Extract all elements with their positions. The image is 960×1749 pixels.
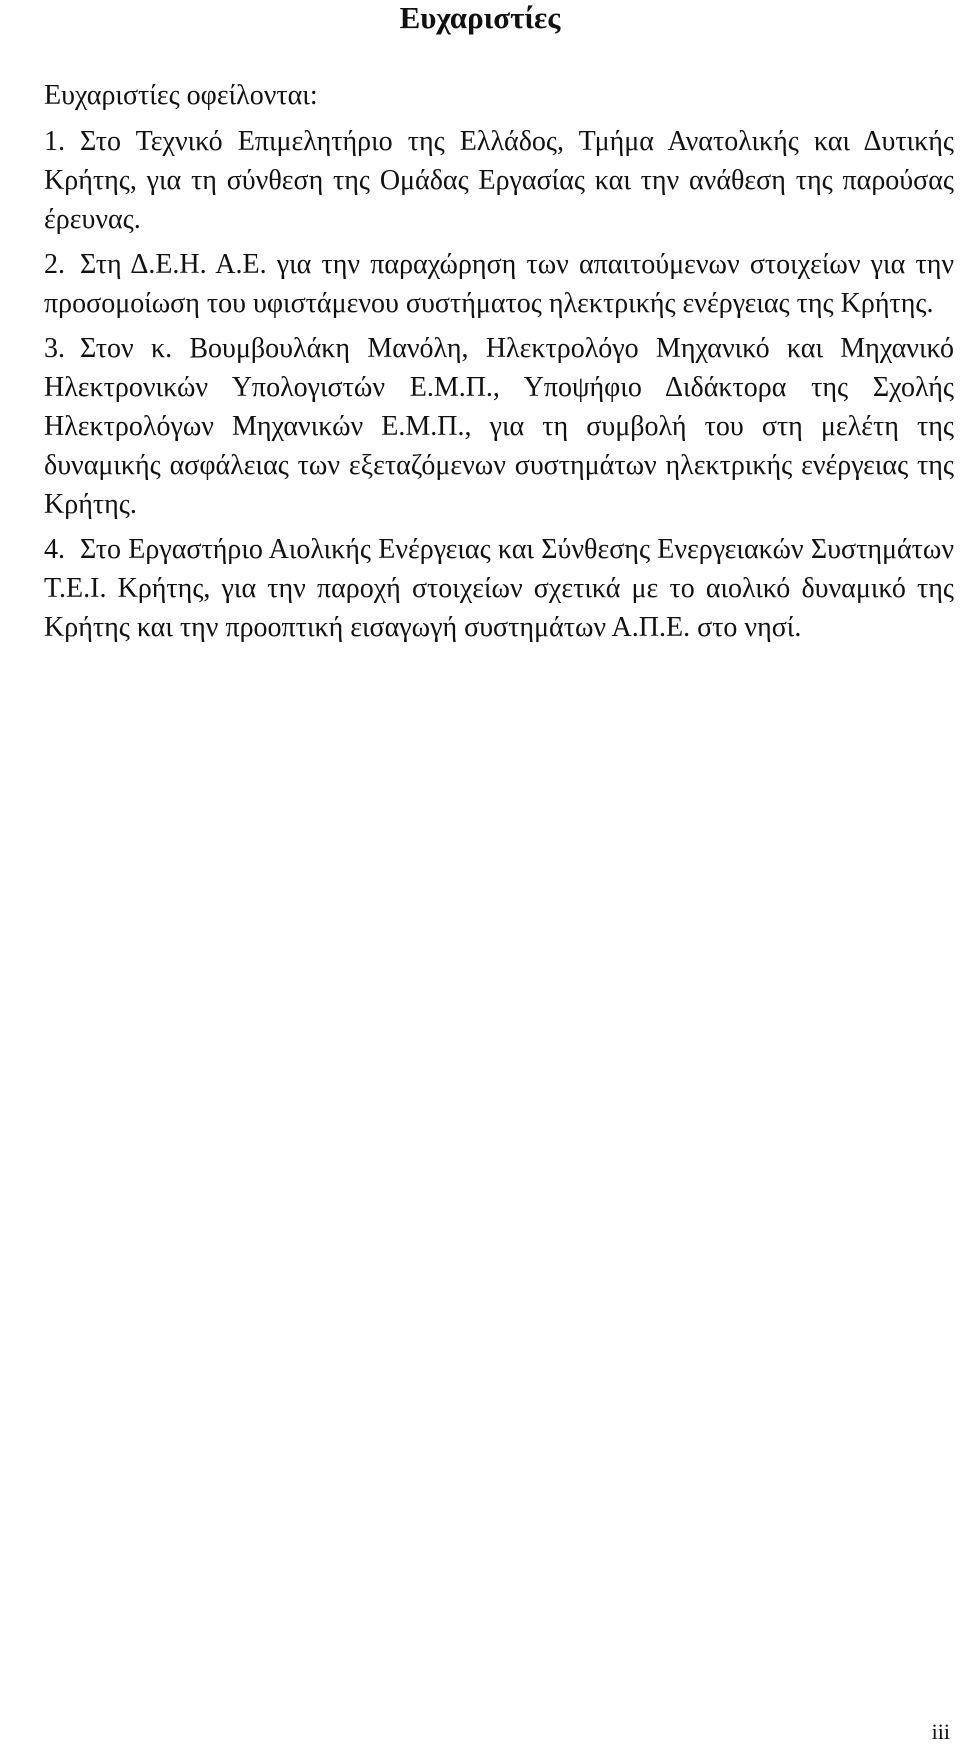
list-item-number: 2. xyxy=(44,249,65,280)
list-item-number: 3. xyxy=(44,333,65,364)
intro-text: Ευχαριστίες οφείλονται: xyxy=(44,80,318,111)
list-item xyxy=(44,329,954,524)
list-item-number: 1. xyxy=(44,126,65,157)
list-item xyxy=(44,530,954,647)
page-title: Ευχαριστίες xyxy=(399,0,561,35)
list-item-number: 4. xyxy=(44,534,65,565)
document-body xyxy=(44,76,954,653)
list-item-text: Στον κ. Βουμβουλάκη Μανόλη, Ηλεκτρολόγο Μηχανικό και Μηχανικό Ηλεκτρονικών Υπολογιστών Ε.Μ.Π., Υποψήφιο Διδάκτορα της Σχολής Ηλεκτρολόγων Μηχανικών Ε.Μ.Π., για τη συμβολή του στη μελέτη της δυναμικής ασφάλειας των εξεταζόμενων συστημάτων ηλεκτρικής ενέργειας της Κρήτης. xyxy=(44,333,954,520)
list-item xyxy=(44,122,954,239)
list-item xyxy=(44,245,954,323)
list-item-text: Στο Εργαστήριο Αιολικής Ενέργειας και Σύνθεσης Ενεργειακών Συστημάτων Τ.Ε.Ι. Κρήτης, για την παροχή στοιχείων σχετικά με το αιολικό δυναμικό της Κρήτης και την προοπτική εισαγωγή συστημάτων Α.Π.Ε. στο νησί. xyxy=(44,534,954,643)
list-item-text: Στη Δ.Ε.Η. Α.Ε. για την παραχώρηση των απαιτούμενων στοιχείων για την προσομοίωση του υφιστάμενου συστήματος ηλεκτρικής ενέργειας της Κρήτης. xyxy=(44,249,954,319)
list-item-text: Στο Τεχνικό Επιμελητήριο της Ελλάδος, Τμήμα Ανατολικής και Δυτικής Κρήτης, για τη σύνθεση της Ομάδας Εργασίας και την ανάθεση της παρούσας έρευνας. xyxy=(44,126,954,235)
acknowledgements-list xyxy=(44,122,954,647)
page-number: iii xyxy=(931,1719,950,1744)
